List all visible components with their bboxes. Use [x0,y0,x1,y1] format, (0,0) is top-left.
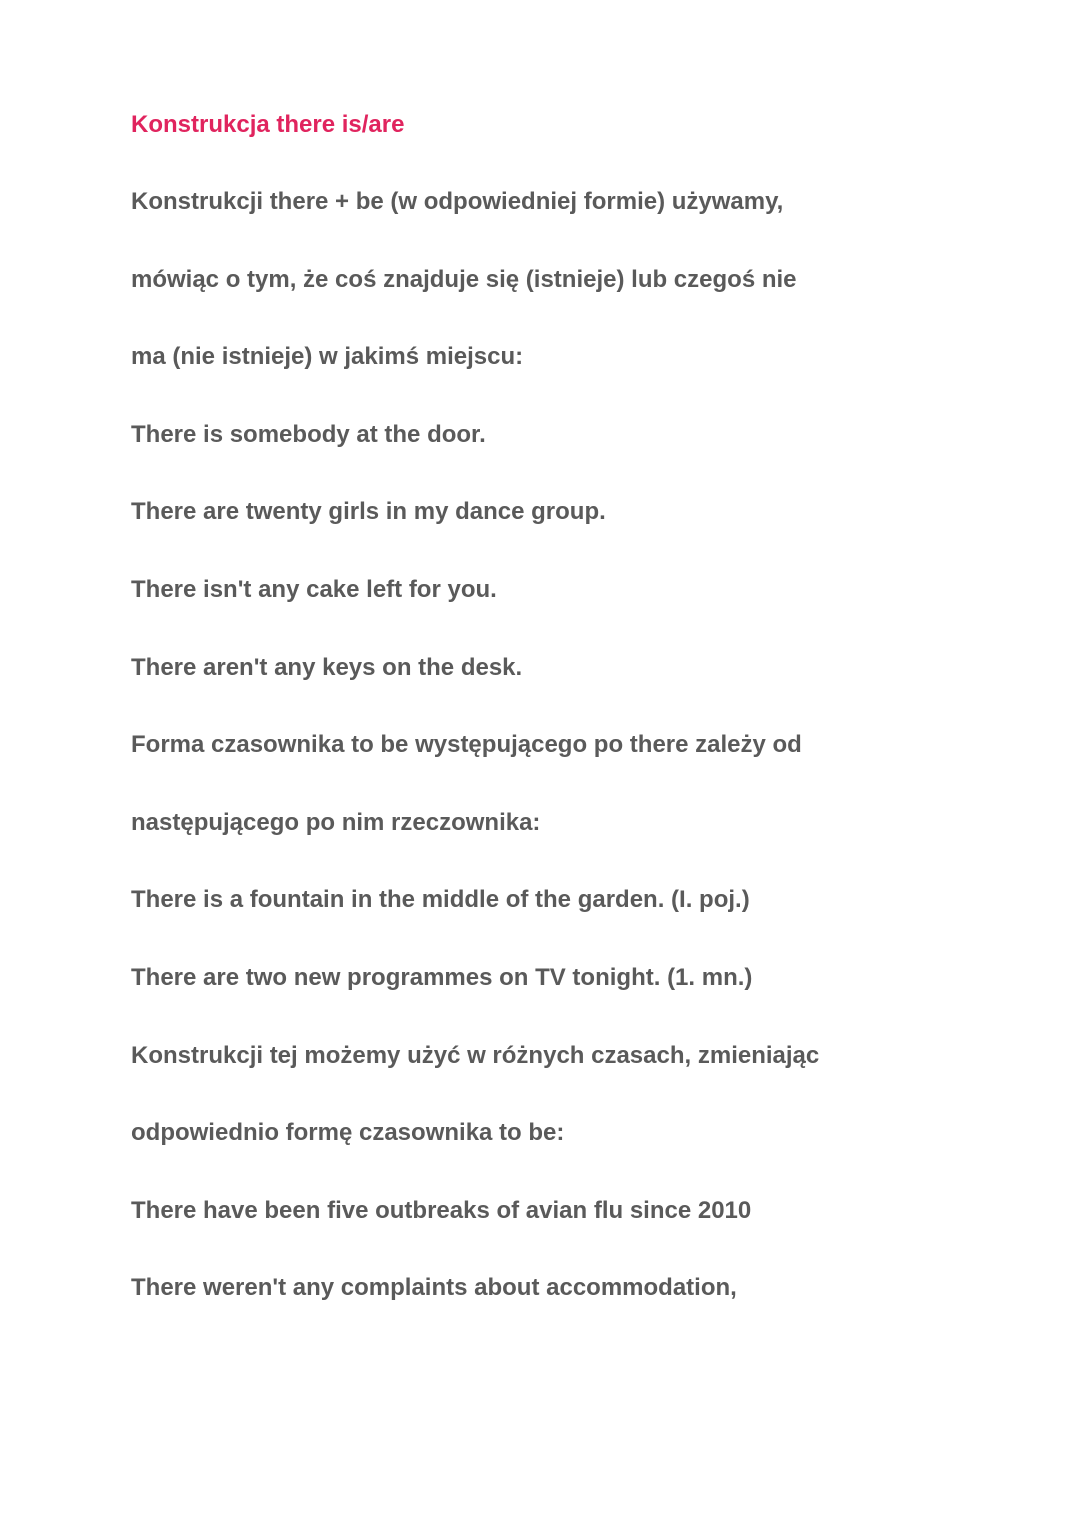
example-sentence: There weren't any complaints about accommodation, [131,1274,737,1302]
text-line: mówiąc o tym, że coś znajduje się (istnieje) lub czegoś nie [131,265,797,293]
document-body [131,185,819,1349]
example-sentence: There aren't any keys on the desk. [131,653,523,681]
text-line: odpowiednio formę czasownika to be: [131,1119,565,1147]
example-sentence: There is somebody at the door. [131,420,486,448]
text-line: ma (nie istnieje) w jakimś miejscu: [131,343,524,371]
text-line: następującego po nim rzeczownika: [131,808,541,836]
example-sentence: There have been five outbreaks of avian flu since 2010 [131,1196,752,1224]
example-sentence: There are two new programmes on TV tonight. (1. mn.) [131,963,753,991]
example-sentence: There are twenty girls in my dance group. [131,498,606,526]
example-sentence: There is a fountain in the middle of the garden. (I. poj.) [131,886,750,914]
text-line: Forma czasownika to be występującego po there zależy od [131,731,802,759]
example-sentence: There isn't any cake left for you. [131,575,497,603]
document-title: Konstrukcja there is/are [131,111,405,138]
text-line: Konstrukcji there + be (w odpowiedniej formie) używamy, [131,188,784,215]
text-line: Konstrukcji tej możemy użyć w różnych czasach, zmieniając [131,1041,820,1069]
